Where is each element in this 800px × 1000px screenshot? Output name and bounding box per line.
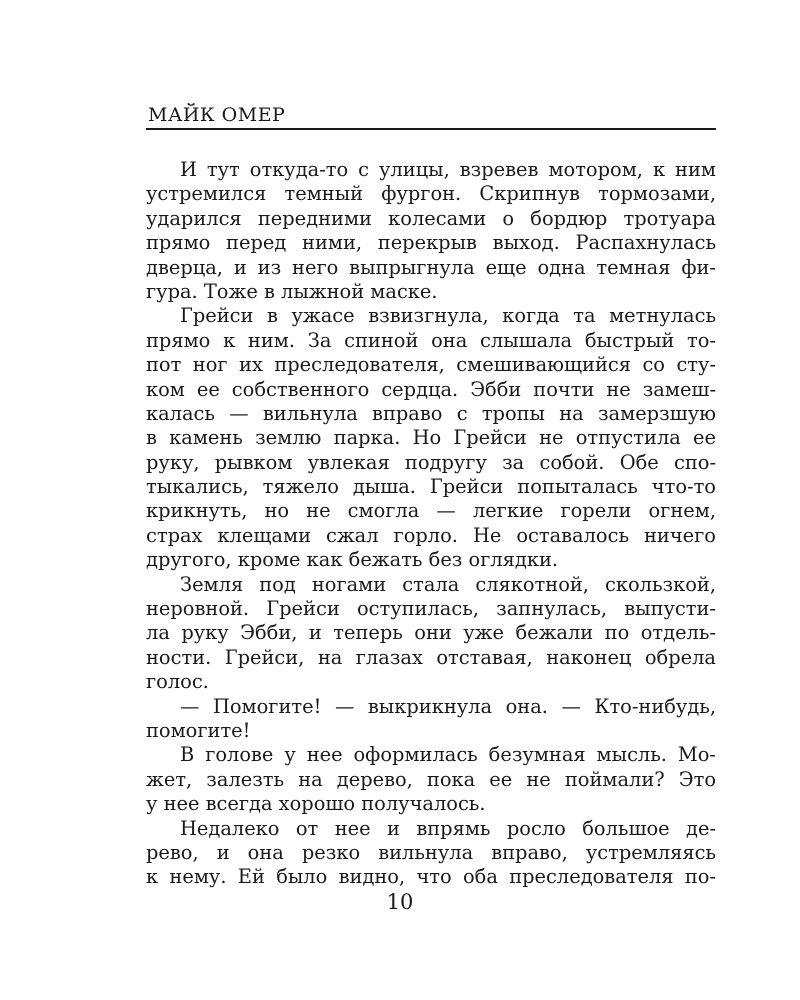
text-line: жет, залезть на дерево, пока ее не поймали? Это [146,767,716,791]
header-rule [146,128,716,130]
text-line: в камень землю парка. Но Грейси не отпустила ее [146,426,716,450]
text-line: ударился передними колесами о бордюр тротуара [146,206,716,230]
body-text [146,158,716,890]
text-line: ком ее собственного сердца. Эбби почти не замеш- [146,377,716,401]
page-number: 10 [386,890,414,914]
text-line: ности. Грейси, на глазах отставая, наконец обрела [146,645,716,669]
text-line: устремился темный фургон. Скрипнув тормозами, [146,182,716,206]
text-line: пот ног их преследователя, смешивающийся со сту- [146,353,716,377]
text-line: гура. Тоже в лыжной маске. [146,279,438,303]
text-line: — Помогите! — выкрикнула она. — Кто-нибудь, [180,694,716,718]
text-line: дверца, и из него выпрыгнула еще одна темная фи- [146,255,716,279]
text-line: к нему. Ей было видно, что оба преследователя по- [146,865,716,889]
running-header-author: МАЙК ОМЕР [148,104,286,126]
text-line: ла руку Эбби, и теперь они уже бежали по отдель- [146,621,716,645]
text-line: рево, и она резко вильнула вправо, устремляясь [146,840,716,864]
text-line: руку, рывком увлекая подругу за собой. Обе спо- [146,450,716,474]
text-line: Земля под ногами стала слякотной, скользкой, [180,572,716,596]
text-line: у нее всегда хорошо получалось. [146,792,486,816]
text-line: В голове у нее оформилась безумная мысль. Мо- [180,743,716,767]
text-line: И тут откуда-то с улицы, взревев мотором, к ним [180,158,716,181]
text-line: прямо перед ними, перекрыв выход. Распахнулась [146,231,716,255]
text-line: другого, кроме как бежать без оглядки. [146,548,559,572]
text-line: тыкались, тяжело дыша. Грейси попыталась что-то [146,475,716,499]
text-line: неровной. Грейси оступилась, запнулась, выпусти- [146,597,716,621]
text-line: страх клещами сжал горло. Не оставалось ничего [146,523,716,547]
text-line: помогите! [146,718,251,742]
text-line: прямо к ним. За спиной она слышала быстрый то- [146,328,716,352]
text-line: Недалеко от нее и впрямь росло большое де- [180,816,716,840]
text-line: голос. [146,670,209,694]
text-line: Грейси в ужасе взвизгнула, когда та метнулась [180,304,716,328]
text-line: калась — вильнула вправо с тропы на замерзшую [146,401,716,425]
text-line: крикнуть, но не смогла — легкие горели огнем, [146,499,716,523]
